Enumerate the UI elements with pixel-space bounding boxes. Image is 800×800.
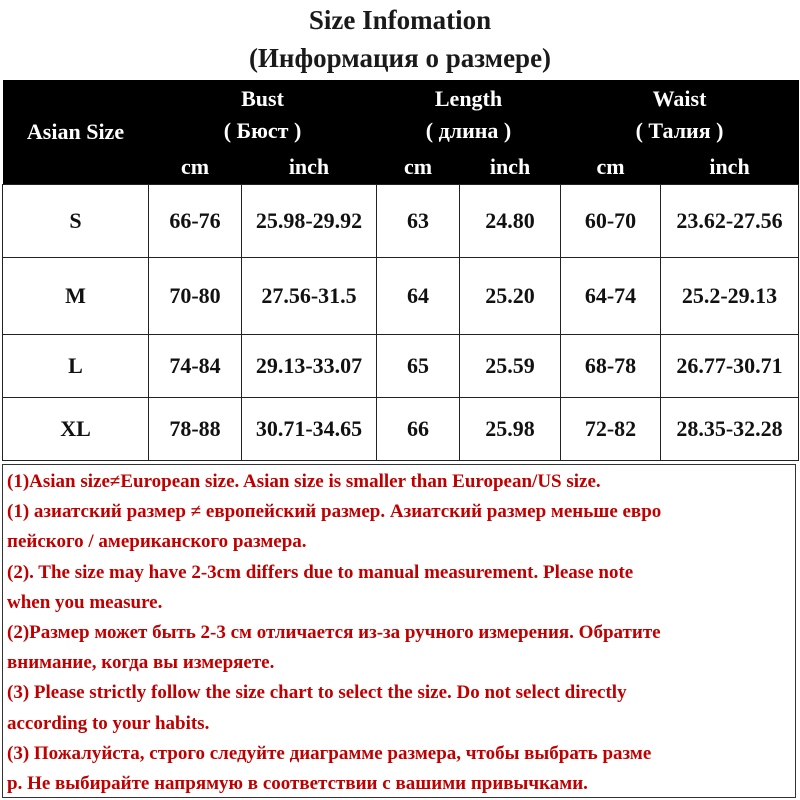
unit-length-cm: cm — [377, 150, 460, 185]
length-cm-cell: 64 — [377, 258, 460, 335]
table-row — [3, 185, 799, 258]
table-row — [3, 335, 799, 398]
header-asian-size: Asian Size — [3, 80, 149, 185]
length-inch-cell: 25.20 — [460, 258, 561, 335]
note-line: (2)Размер может быть 2-3 см отличается из-за ручного измерения. Обратите — [7, 622, 661, 644]
page-title: Size Infomation — [308, 5, 492, 35]
waist-inch-cell: 26.77-30.71 — [661, 335, 799, 398]
header-waist-label: Waist — [652, 86, 707, 111]
length-inch-cell: 24.80 — [460, 185, 561, 258]
note-line: пейского / американского размера. — [7, 531, 307, 553]
waist-inch-cell: 25.2-29.13 — [661, 258, 799, 335]
size-notes — [2, 464, 796, 798]
length-cm-cell: 65 — [377, 335, 460, 398]
waist-cm-cell: 60-70 — [561, 185, 661, 258]
note-line: (3) Пожалуйста, строго следуйте диаграмме размера, чтобы выбрать разме — [7, 742, 652, 764]
header-length-label: Length — [434, 86, 503, 111]
bust-inch-cell: 29.13-33.07 — [242, 335, 377, 398]
note-line: р. Не выбирайте напрямую в соответствии с вашими привычками. — [7, 773, 588, 795]
bust-cm-cell: 74-84 — [149, 335, 242, 398]
unit-length-inch: inch — [460, 150, 561, 185]
header-bust — [149, 80, 377, 150]
unit-bust-cm: cm — [149, 150, 242, 185]
note-line: (2). The size may have 2-3cm differs due to manual measurement. Please note — [7, 561, 634, 583]
size-cell: M — [3, 258, 149, 335]
bust-cm-cell: 66-76 — [149, 185, 242, 258]
note-line: внимание, когда вы измеряете. — [7, 652, 275, 674]
bust-inch-cell: 27.56-31.5 — [242, 258, 377, 335]
header-bust-label: Bust — [241, 86, 284, 111]
waist-cm-cell: 64-74 — [561, 258, 661, 335]
note-line: when you measure. — [7, 591, 163, 613]
size-cell: S — [3, 185, 149, 258]
note-line: (1) азиатский размер ≠ европейский размер. Азиатский размер меньше евро — [7, 501, 662, 523]
header-waist — [561, 80, 799, 150]
note-line: according to your habits. — [7, 712, 210, 734]
length-inch-cell: 25.98 — [460, 398, 561, 461]
bust-inch-cell: 30.71-34.65 — [242, 398, 377, 461]
length-cm-cell: 63 — [377, 185, 460, 258]
waist-inch-cell: 28.35-32.28 — [661, 398, 799, 461]
header-length — [377, 80, 561, 150]
header-length-label-ru: ( длина ) — [425, 118, 512, 143]
note-line: (3) Please strictly follow the size chart to select the size. Do not select directly — [7, 682, 627, 704]
bust-cm-cell: 70-80 — [149, 258, 242, 335]
size-cell: L — [3, 335, 149, 398]
waist-cm-cell: 72-82 — [561, 398, 661, 461]
page-subtitle: (Информация о размере) — [248, 43, 552, 73]
table-row — [3, 398, 799, 461]
length-inch-cell: 25.59 — [460, 335, 561, 398]
unit-waist-inch: inch — [661, 150, 799, 185]
note-line: (1)Asian size≠European size. Asian size is smaller than European/US size. — [7, 471, 601, 492]
waist-inch-cell: 23.62-27.56 — [661, 185, 799, 258]
table-row — [3, 258, 799, 335]
bust-inch-cell: 25.98-29.92 — [242, 185, 377, 258]
length-cm-cell: 66 — [377, 398, 460, 461]
size-table — [2, 80, 799, 461]
waist-cm-cell: 68-78 — [561, 335, 661, 398]
unit-bust-inch: inch — [242, 150, 377, 185]
header-bust-label-ru: ( Бюст ) — [223, 118, 302, 143]
header-waist-label-ru: ( Талия ) — [635, 118, 724, 143]
bust-cm-cell: 78-88 — [149, 398, 242, 461]
unit-waist-cm: cm — [561, 150, 661, 185]
table-header — [3, 80, 799, 185]
size-cell: XL — [3, 398, 149, 461]
